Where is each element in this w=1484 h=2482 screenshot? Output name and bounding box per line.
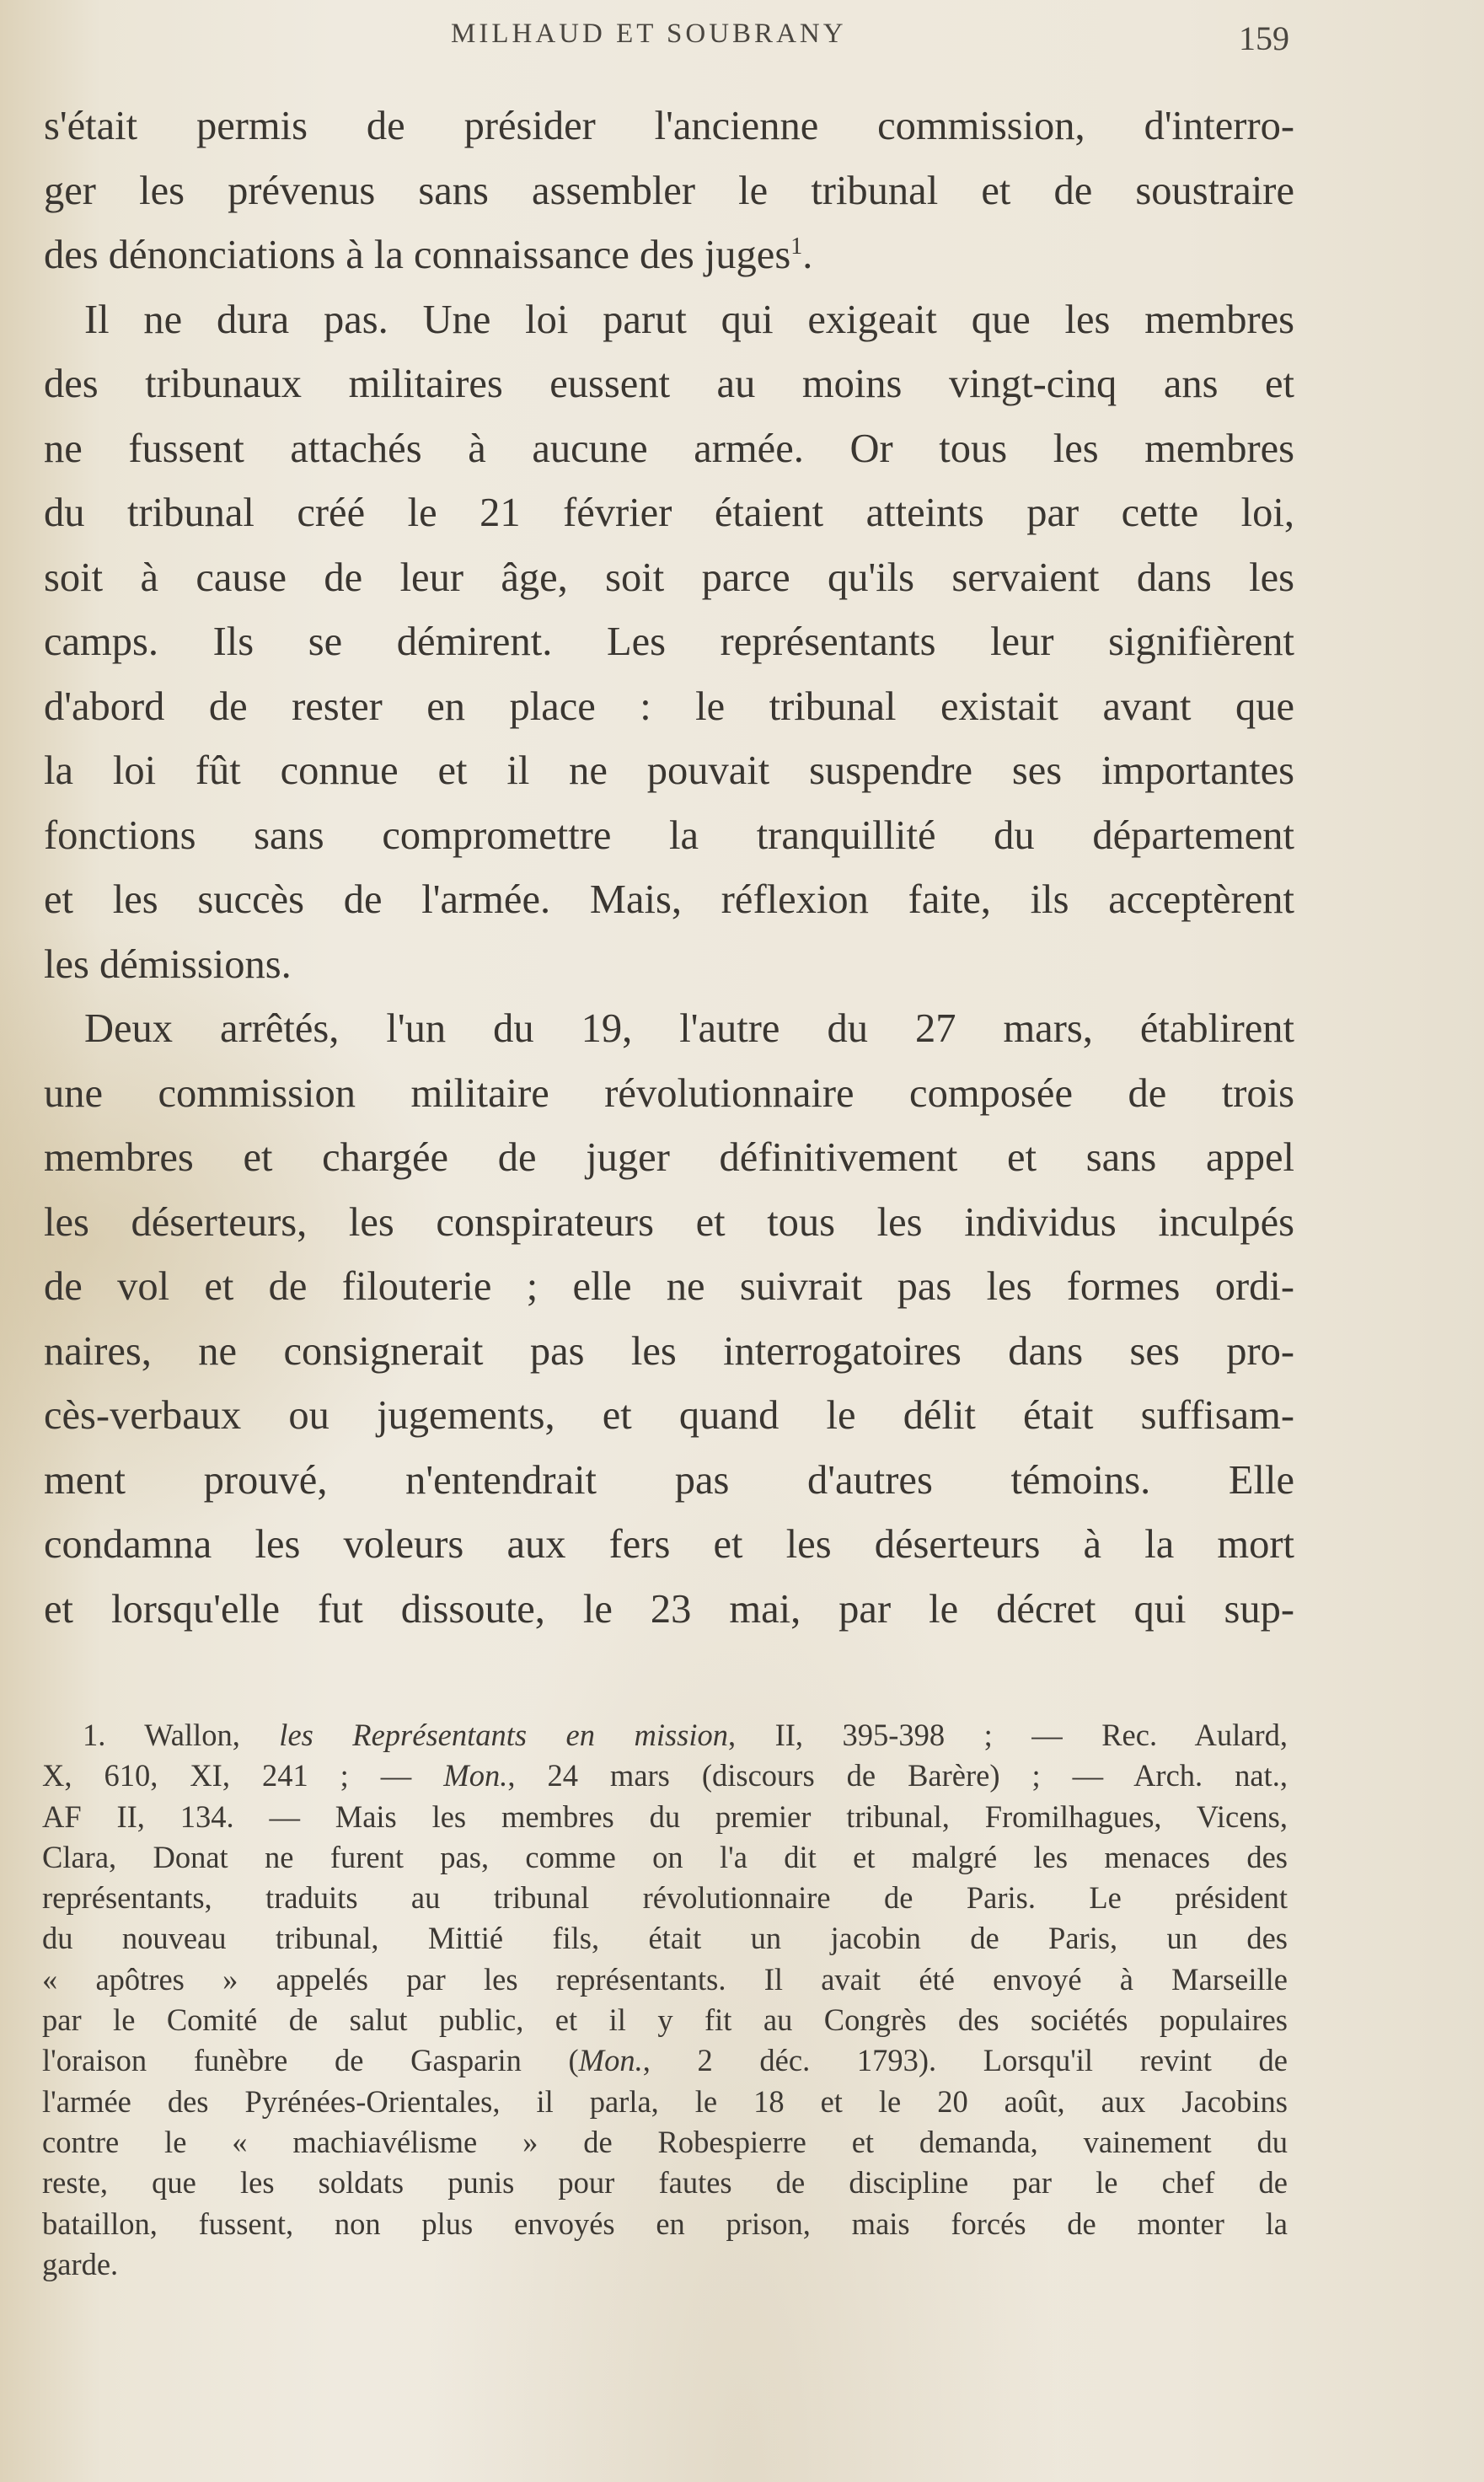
footnotes [42, 1715, 1288, 2285]
footnote-line: l'armée des Pyrénées-Orientales, il parla, le 18 et le 20 août, aux Jacobins [42, 2083, 1288, 2119]
footnote-abbrev: Mon. [443, 1758, 508, 1793]
footnote-line: Clara, Donat ne furent pas, comme on l'a dit et malgré les menaces des [42, 1839, 1288, 1874]
footnote-line [42, 1756, 1288, 1796]
text-line: une commission militaire révolutionnaire composée de trois [44, 1070, 1294, 1116]
footnote-reference: 1 [790, 233, 803, 260]
footnote-line: par le Comité de salut public, et il y fit au Congrès des sociétés populaires [42, 2002, 1288, 2038]
text-line: camps. Ils se démirent. Les représentants leur signifièrent [44, 619, 1294, 664]
page-number: 159 [1239, 19, 1289, 57]
text-line: d'abord de rester en place : le tribunal existait avant que [44, 683, 1294, 729]
footnote-line: « apôtres » appelés par les représentants. Il avait été envoyé à Marseille [42, 1961, 1288, 1997]
footnote-abbrev: Mon. [578, 2043, 643, 2078]
text-line: la loi fût connue et il ne pouvait suspendre ses importantes [44, 748, 1294, 793]
text-line [44, 223, 1294, 288]
text-line: fonctions sans compromettre la tranquillité du département [44, 812, 1294, 858]
footnote-number: 1. [83, 1718, 106, 1752]
text-line: ment prouvé, n'entendrait pas d'autres témoins. Elle [44, 1457, 1294, 1503]
text-line: les déserteurs, les conspirateurs et tous les individus inculpés [44, 1199, 1294, 1245]
footnote-line: AF II, 134. — Mais les membres du premier tribunal, Fromilhagues, Vicens, [42, 1799, 1288, 1834]
text-line: cès-verbaux ou jugements, et quand le délit était suffisam- [44, 1393, 1294, 1438]
text-line: du tribunal créé le 21 février étaient atteints par cette loi, [44, 491, 1294, 535]
text-line: des tribunaux militaires eussent au moins vingt-cinq ans et [44, 362, 1294, 406]
footnote-line [42, 2040, 1288, 2081]
footnote-author: Wallon, [144, 1718, 240, 1752]
footnote-line: bataillon, fussent, non plus envoyés en prison, mais forcés de monter la [42, 2206, 1288, 2241]
footnote-text: , II, 395-398 ; — Rec. Aulard, [728, 1718, 1288, 1752]
footnote-line: du nouveau tribunal, Mittié fils, était un jacobin de Paris, un des [42, 1921, 1288, 1956]
text-line: membres et chargée de juger définitivement et sans appel [44, 1135, 1294, 1180]
footnote-text: X, 610, XI, 241 ; — [42, 1758, 412, 1793]
paragraph-start-line: Il ne dura pas. Une loi parut qui exigeait que les membres [84, 297, 1294, 342]
text-line: s'était permis de présider l'ancienne commission, d'interro- [44, 104, 1294, 148]
footnote-line: contre le « machiavélisme » de Robespierre et demanda, vainement du [42, 2124, 1288, 2159]
running-head: MILHAUD ET SOUBRANY [451, 19, 847, 49]
footnote-title: les Représentants en mission [279, 1718, 729, 1752]
body-text [44, 94, 1294, 1642]
text-line: ger les prévenus sans assembler le tribunal et de soustraire [44, 168, 1294, 213]
text-line-content: des dénonciations à la connaissance des juges [44, 233, 791, 277]
footnote-line: garde. [42, 2246, 119, 2281]
text-line-end: . [802, 233, 813, 277]
footnote-line: reste, que les soldats punis pour fautes de discipline par le chef de [42, 2165, 1288, 2201]
footnote-line [42, 1715, 1288, 1756]
text-line: et les succès de l'armée. Mais, réflexion faite, ils acceptèrent [44, 877, 1294, 922]
text-line: naires, ne consignerait pas les interrogatoires dans ses pro- [44, 1328, 1294, 1374]
text-line: de vol et de filouterie ; elle ne suivrait pas les formes ordi- [44, 1264, 1294, 1309]
text-line: ne fussent attachés à aucune armée. Or tous les membres [44, 426, 1294, 471]
paragraph-start-line: Deux arrêtés, l'un du 19, l'autre du 27 mars, établirent [84, 1006, 1294, 1051]
text-line: condamna les voleurs aux fers et les déserteurs à la mort [44, 1522, 1294, 1567]
footnote-text: , 2 déc. 1793). Lorsqu'il revint de [642, 2043, 1288, 2078]
text-line: et lorsqu'elle fut dissoute, le 23 mai, par le décret qui sup- [44, 1586, 1294, 1632]
footnote-text: , 24 mars (discours de Barère) ; — Arch. nat., [507, 1758, 1288, 1793]
text-line: les démissions. [44, 941, 292, 987]
text-line: soit à cause de leur âge, soit parce qu'ils servaient dans les [44, 555, 1294, 600]
footnote-line: représentants, traduits au tribunal révolutionnaire de Paris. Le président [42, 1880, 1288, 1916]
footnote-text: l'oraison funèbre de Gasparin ( [42, 2043, 579, 2078]
page-header [0, 19, 1484, 61]
